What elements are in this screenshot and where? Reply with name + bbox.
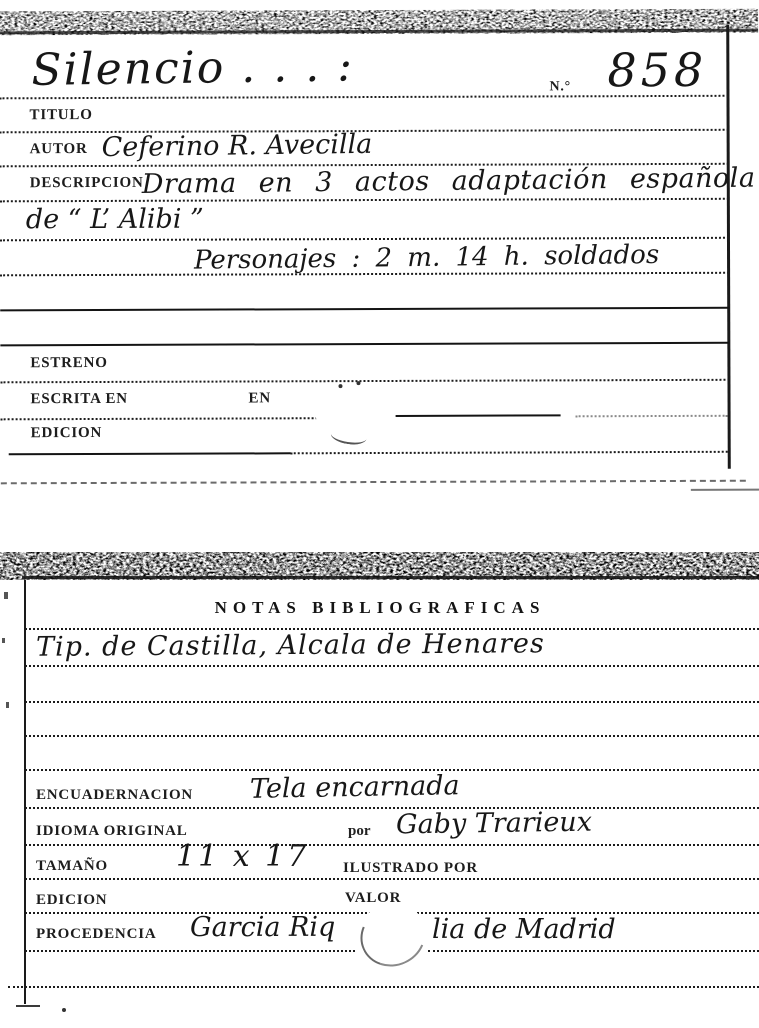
field-label-ilustrado-por: ILUSTRADO POR	[343, 860, 478, 876]
handwritten-provenance-part2: lia de Madrid	[432, 914, 616, 945]
field-label-valor: VALOR	[345, 890, 402, 906]
handwritten-original-author: Gaby Trarieux	[395, 806, 593, 841]
ruled-line	[0, 198, 729, 203]
field-label-en: EN	[248, 390, 271, 407]
ruled-line	[0, 342, 729, 347]
ruled-line	[25, 665, 759, 667]
handwritten-size: 11 x 17	[176, 839, 310, 874]
hole-punch-outline	[351, 895, 436, 977]
ruled-line-segment	[291, 451, 728, 455]
handwritten-binding: Tela encarnada	[249, 770, 460, 805]
scan-artifact	[356, 381, 360, 385]
field-label-por: por	[348, 823, 371, 839]
ruled-line-segment	[576, 415, 728, 418]
scan-artifact	[62, 1008, 66, 1012]
scan-artifact	[4, 592, 8, 599]
handwritten-bibliographic-note: Tip. de Castilla, Alcala de Henares	[35, 628, 545, 663]
field-label-encuadernacion: ENCUADERNACION	[36, 787, 194, 803]
scan-artifact	[691, 489, 759, 491]
ruled-line	[8, 986, 759, 988]
ruled-line	[0, 379, 729, 384]
field-label-escrita-en: ESCRITA EN	[30, 390, 128, 408]
field-label-descripcion: DESCRIPCION	[29, 174, 144, 192]
ruled-line-segment	[25, 950, 355, 952]
scan-artifact	[338, 384, 342, 388]
ruled-line	[25, 807, 759, 809]
field-label-estreno: ESTRENO	[30, 354, 108, 372]
catalog-card-back	[0, 492, 759, 1028]
handwritten-card-number: 858	[607, 42, 708, 98]
card-right-border	[726, 25, 731, 469]
handwritten-title: Silencio . . . :	[31, 40, 355, 96]
field-label-edicion-2: EDICION	[36, 892, 108, 908]
scan-artifact	[2, 638, 5, 643]
handwritten-provenance-part1: Garcia Riq	[190, 912, 336, 943]
field-label-edicion: EDICION	[30, 424, 103, 442]
field-label-autor: AUTOR	[29, 141, 88, 158]
card-left-border	[24, 580, 26, 1004]
field-label-titulo: TITULO	[29, 107, 93, 124]
ruled-line-segment	[9, 452, 291, 455]
handwritten-author: Ceferino R. Avecilla	[101, 128, 373, 164]
section-header-notas-bibliograficas: NOTAS BIBLIOGRAFICAS	[214, 598, 546, 617]
scan-noise-band-bottom-card	[0, 552, 759, 580]
catalog-card-front	[0, 0, 759, 493]
ruled-line	[25, 844, 759, 846]
ruled-line	[25, 735, 759, 737]
ruled-line	[25, 701, 759, 703]
field-label-tamano: TAMAÑO	[36, 858, 109, 874]
ruled-line-segment	[428, 950, 759, 952]
number-label: N.°	[549, 79, 572, 95]
card-bottom-edge	[1, 480, 746, 485]
ruled-line	[0, 307, 729, 312]
ruled-line	[25, 878, 759, 880]
handwritten-cast-note: Personajes : 2 m. 14 h. soldados	[193, 239, 660, 276]
handwritten-description-line2: de “ L’ Alibi ”	[25, 203, 204, 236]
handwritten-description-line1: Drama en 3 actos adaptación española	[141, 162, 756, 200]
field-label-procedencia: PROCEDENCIA	[36, 926, 157, 942]
scan-artifact	[16, 1005, 40, 1007]
field-label-idioma-original: IDIOMA ORIGINAL	[36, 823, 188, 839]
hole-punch-mark	[358, 904, 428, 968]
scan-artifact	[6, 702, 9, 708]
scan-noise-band-top	[0, 9, 758, 36]
ruled-line-segment	[396, 414, 561, 417]
ruled-line-segment	[1, 417, 326, 420]
